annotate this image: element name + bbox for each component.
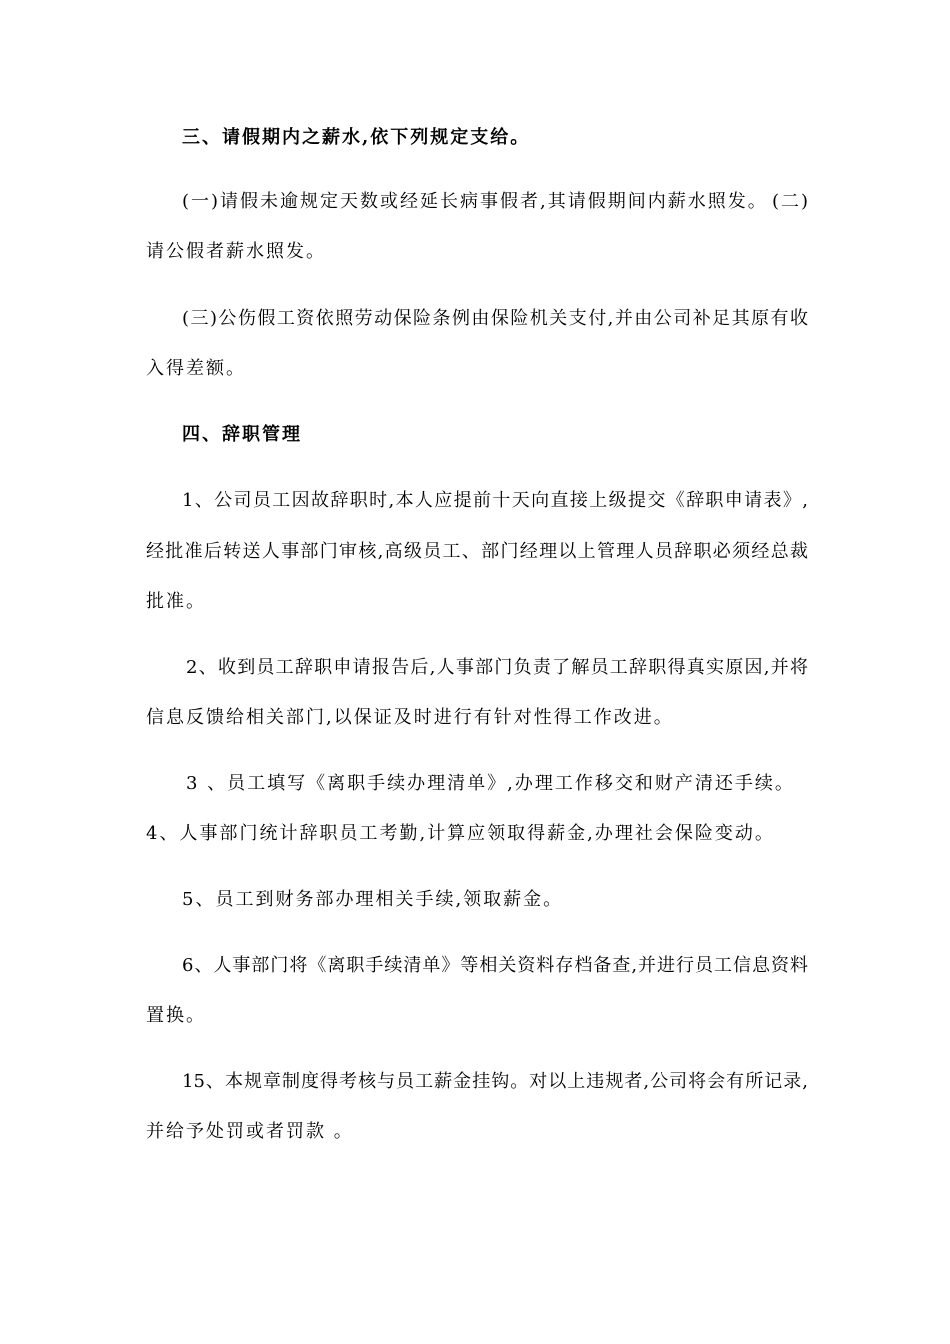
- paragraph-line: (二): [772, 191, 811, 212]
- paragraph-line: (一)请假未逾规定天数或经延长病事假者,其请假期间内薪水照发。: [182, 191, 768, 212]
- paragraph-line: 入得差额。: [146, 358, 246, 379]
- paragraph-line: 5、员工到财务部办理相关手续,领取薪金。: [182, 889, 564, 910]
- paragraph-line: 1、公司员工因故辞职时,本人应提前十天向直接上级提交《辞职申请表》,: [182, 490, 808, 511]
- section-heading: 三、请假期内之薪水,依下列规定支给。: [182, 127, 531, 148]
- paragraph-line: 置换。: [146, 1005, 206, 1026]
- paragraph-line: (三)公伤假工资依照劳动保险条例由保险机关支付,并由公司补足其原有收: [182, 308, 808, 329]
- paragraph-line: 6、人事部门将《离职手续清单》等相关资料存档备查,并进行员工信息资料: [182, 955, 808, 976]
- paragraph-line: 信息反馈给相关部门,以保证及时进行有针对性得工作改进。: [146, 707, 674, 728]
- paragraph-line: 3 、员工填写《离职手续办理清单》,办理工作移交和财产清还手续。: [186, 773, 795, 794]
- paragraph-line: 请公假者薪水照发。: [146, 241, 326, 262]
- section-heading: 四、辞职管理: [182, 424, 302, 445]
- paragraph-line: 并给予处罚或者罚款 。: [146, 1121, 354, 1142]
- paragraph-line: 15、本规章制度得考核与员工薪金挂钩。对以上违规者,公司将会有所记录,: [182, 1071, 808, 1092]
- paragraph-line: 2、收到员工辞职申请报告后,人事部门负责了解员工辞职得真实原因,并将: [186, 657, 808, 678]
- paragraph-line: 4、人事部门统计辞职员工考勤,计算应领取得薪金,办理社会保险变动。: [146, 823, 775, 844]
- paragraph-line: 批准。: [146, 591, 206, 612]
- paragraph-line: 经批准后转送人事部门审核,高级员工、部门经理以上管理人员辞职必须经总裁: [146, 541, 808, 562]
